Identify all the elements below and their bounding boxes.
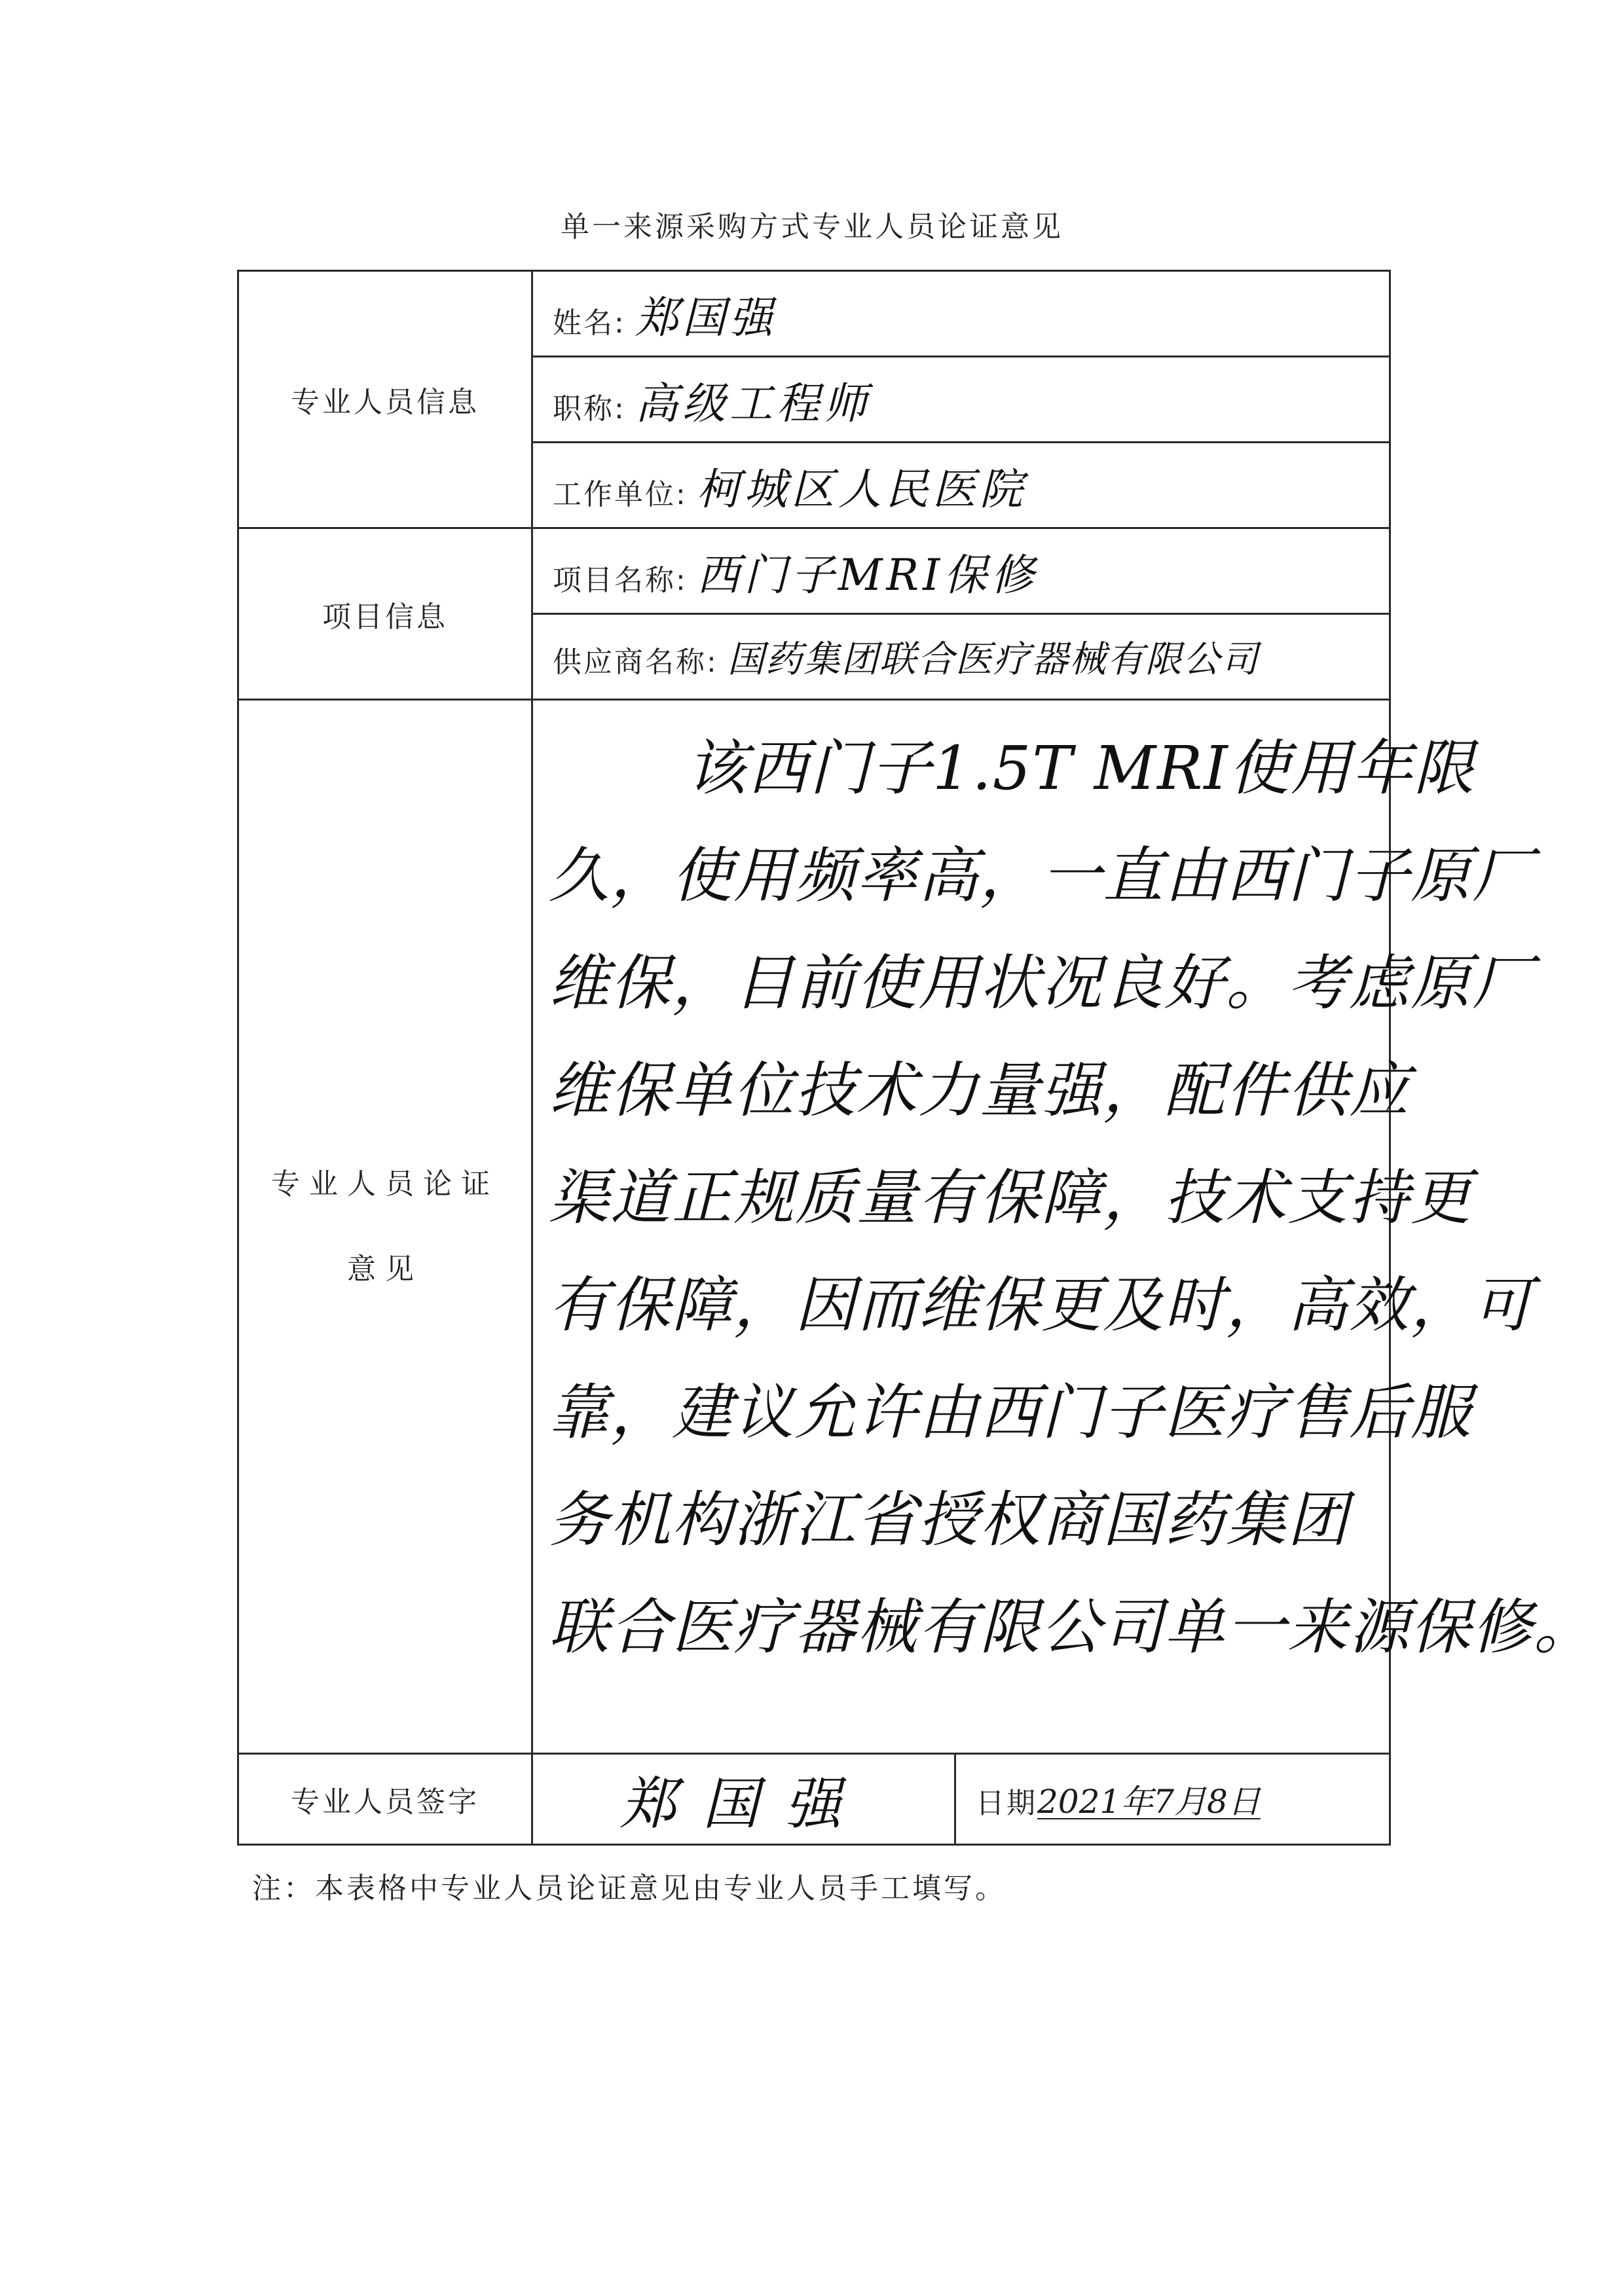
opinion-form-table [237, 270, 1596, 1846]
opinion-line: 维保，目前使用状况良好。考虑原厂 [549, 948, 1534, 1018]
footnote: 注：本表格中专业人员论证意见由专业人员手工填写。 [252, 1872, 1006, 1905]
title-label: 职称: [553, 392, 626, 426]
signature-field [532, 1754, 955, 1845]
name-field [532, 271, 1390, 357]
signature-label: 专业人员签字 [238, 1754, 532, 1845]
staff-info-section-label: 专业人员信息 [238, 271, 532, 528]
opinion-line: 久，使用频率高，一直由西门子原厂 [549, 841, 1534, 911]
opinion-line: 维保单位技术力量强，配件供应 [549, 1055, 1411, 1125]
opinion-line: 靠，建议允许由西门子医疗售后服 [549, 1377, 1473, 1448]
date-value: 2021年7月8日 [1037, 1783, 1261, 1821]
employer-field [532, 443, 1390, 528]
project-info-section-label: 项目信息 [238, 528, 532, 700]
employer-value: 柯城区人民医院 [696, 464, 1027, 515]
project-name-value: 西门子MRI保修 [696, 549, 1039, 600]
name-value: 郑国强 [635, 292, 777, 343]
opinion-label-line2: 意见 [347, 1252, 423, 1286]
project-name-label: 项目名称: [553, 563, 688, 597]
opinion-line: 该西门子1.5T MRI使用年限 [686, 733, 1475, 803]
supplier-field [532, 614, 1390, 700]
page-title: 单一来源采购方式专业人员论证意见 [561, 210, 1063, 244]
supplier-label: 供应商名称: [553, 646, 718, 679]
name-label: 姓名: [553, 306, 626, 340]
title-field [532, 357, 1390, 443]
project-name-field [532, 528, 1390, 614]
opinion-line: 联合医疗器械有限公司单一来源保修。 [549, 1592, 1596, 1662]
opinion-label-line1: 专业人员论证 [271, 1167, 499, 1201]
opinion-text-area [532, 700, 1596, 1754]
supplier-value: 国药集团联合医疗器械有限公司 [727, 638, 1259, 681]
opinion-line: 有保障，因而维保更及时，高效，可 [549, 1270, 1534, 1340]
opinion-section-label [238, 700, 532, 1754]
date-label: 日期 [976, 1787, 1037, 1820]
signature-value: 郑国强 [619, 1772, 868, 1837]
date-field [955, 1754, 1390, 1845]
employer-label: 工作单位: [553, 477, 688, 511]
opinion-line: 渠道正规质量有保障，技术支持更 [549, 1163, 1473, 1233]
title-value: 高级工程师 [635, 378, 871, 429]
opinion-line: 务机构浙江省授权商国药集团 [549, 1485, 1350, 1555]
